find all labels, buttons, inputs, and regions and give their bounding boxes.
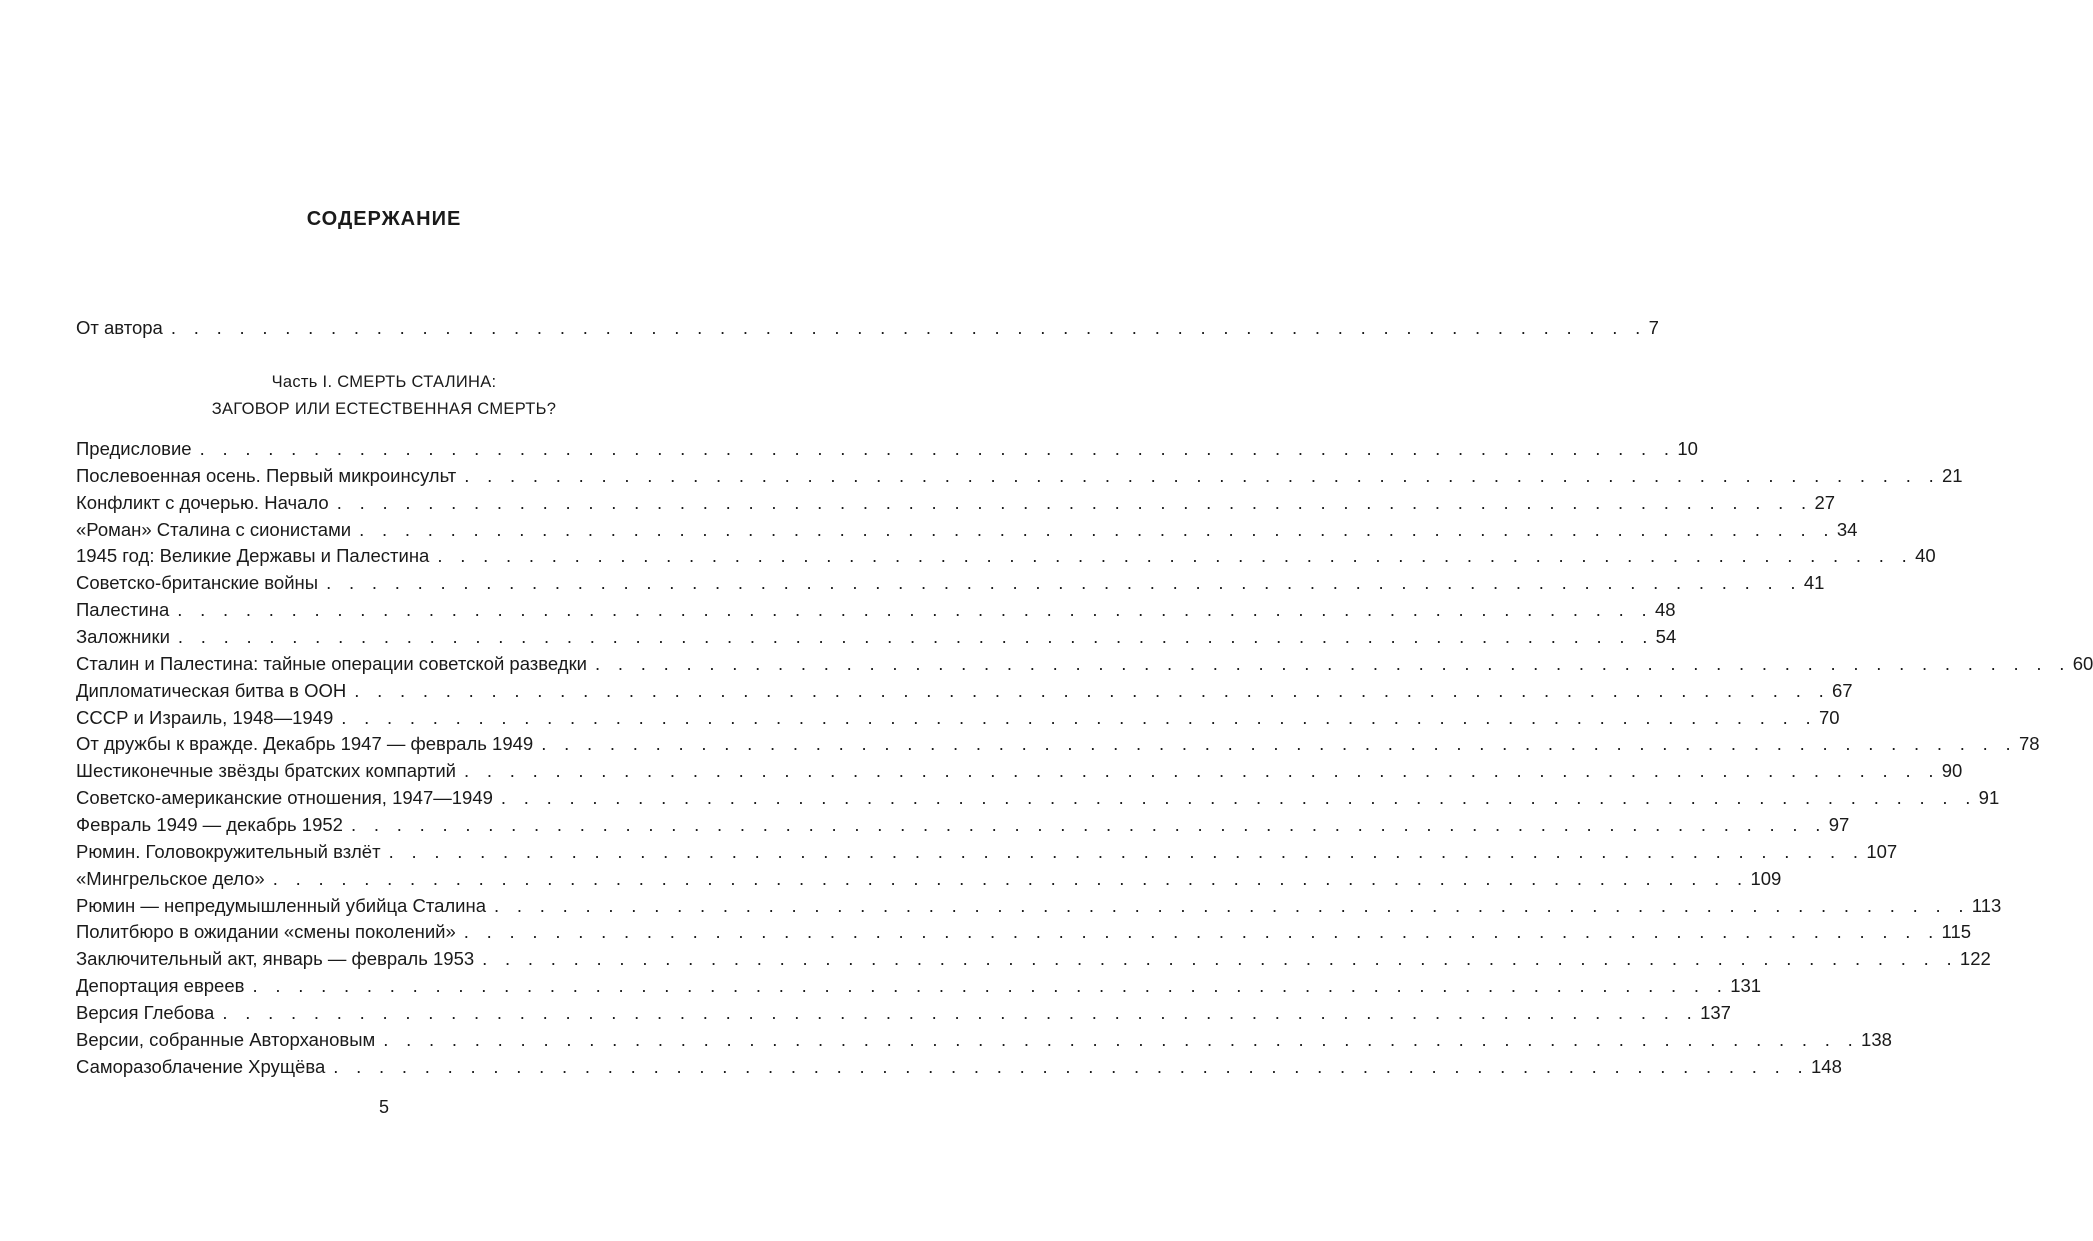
- toc-entry: [76, 730, 2040, 757]
- toc-leader-dots: . . . . . . . . . . . . . . . . . . . . . . . . . . . . . . . . . . . . . . . . . . . . . . . . . . . . . . . . . . . . . . . . .: [383, 1028, 1860, 1050]
- toc-leader-dots: . . . . . . . . . . . . . . . . . . . . . . . . . . . . . . . . . . . . . . . . . . . . . . . . . . . . . . . . . . . . . . . . .: [500, 787, 1977, 808]
- toc-entry: [76, 865, 1782, 892]
- toc-entry-page: 7: [1648, 317, 1659, 338]
- toc-leader-dots: . . . . . . . . . . . . . . . . . . . . . . . . . . . . . . . . . . . . . . . . . . . . . . . . . . . . . . . . . . . . . . . . .: [463, 921, 1940, 943]
- toc-entry-page: 41: [1803, 572, 1825, 594]
- part-heading-line-2: ЗАГОВОР ИЛИ ЕСТЕСТВЕННАЯ СМЕРТЬ?: [211, 400, 557, 418]
- toc-leader-dots: . . . . . . . . . . . . . . . . . . . . . . . . . . . . . . . . . . . . . . . . . . . . . . . . . . . . . . . . . . . . . . . . .: [272, 867, 1749, 889]
- toc-entry-page: 122: [1959, 948, 1991, 970]
- toc-leader-dots: . . . . . . . . . . . . . . . . . . . . . . . . . . . . . . . . . . . . . . . . . . . . . . . . . . . . . . . . . . . . . . . . .: [177, 626, 1654, 647]
- toc-entry-label: Рюмин — непредумышленный убийца Сталина: [76, 892, 494, 919]
- toc-leader-dots: . . . . . . . . . . . . . . . . . . . . . . . . . . . . . . . . . . . . . . . . . . . . . . . . . . . . . . . . . . . . . . . . .: [333, 1055, 1809, 1077]
- toc-entry-page: 40: [1915, 545, 1936, 567]
- toc-leader-dots: . . . . . . . . . . . . . . . . . . . . . . . . . . . . . . . . . . . . . . . . . . . . . . . . . . . . . . . . . . . . . . . . .: [341, 706, 1817, 728]
- part-heading-line-1: Часть I. СМЕРТЬ СТАЛИНА:: [271, 373, 497, 391]
- toc-entry-intro: [76, 314, 1659, 341]
- toc-entry: [76, 542, 1936, 569]
- toc-entry-label: От автора: [76, 314, 171, 341]
- toc-leader-dots: . . . . . . . . . . . . . . . . . . . . . . . . . . . . . . . . . . . . . . . . . . . . . . . . . . . . . . . . . . . . . . . . .: [359, 518, 1835, 540]
- toc-entry: [76, 650, 2093, 677]
- toc-entry: [76, 972, 1762, 999]
- toc-entry-page: 131: [1730, 975, 1762, 996]
- toc-leader-dots: . . . . . . . . . . . . . . . . . . . . . . . . . . . . . . . . . . . . . . . . . . . . . . . . . . . . . . . . . . . . . . . . .: [595, 652, 2071, 674]
- toc-entry-label: Дипломатическая битва в ООН: [76, 677, 354, 704]
- toc-entry-label: Советско-американские отношения, 1947—1949: [76, 784, 501, 811]
- toc-leader-dots: . . . . . . . . . . . . . . . . . . . . . . . . . . . . . . . . . . . . . . . . . . . . . . . . . . . . . . . . . . . . . . . . .: [541, 733, 2017, 755]
- toc-entry-label: Политбюро в ожидании «смены поколений»: [76, 918, 464, 945]
- toc-entry-page: 90: [1941, 760, 1963, 782]
- toc-leader-dots: . . . . . . . . . . . . . . . . . . . . . . . . . . . . . . . . . . . . . . . . . . . . . . . . . . . . . . . . . . . . . . . . .: [482, 948, 1958, 970]
- toc-entry-page: 137: [1700, 1001, 1731, 1023]
- toc-entry-page: 10: [1677, 438, 1698, 459]
- toc-entry-page: 97: [1828, 813, 1850, 835]
- toc-entry-label: Саморазоблачение Хрущёва: [76, 1053, 333, 1080]
- toc-entry-page: 60: [2072, 652, 2093, 674]
- toc-leader-dots: . . . . . . . . . . . . . . . . . . . . . . . . . . . . . . . . . . . . . . . . . . . . . . . . . . . . . . . . . . . . . . . . .: [222, 1001, 1699, 1023]
- toc-entry-label: Шестиконечные звёзды братских компартий: [76, 757, 464, 784]
- toc-entry: [76, 704, 1840, 731]
- toc-leader-dots: . . . . . . . . . . . . . . . . . . . . . . . . . . . . . . . . . . . . . . . . . . . . . . . . . . . . . . . . . . . . . . . . .: [350, 813, 1827, 835]
- toc-entry-label: От дружбы к вражде. Декабрь 1947 — февраль 1949: [76, 730, 541, 757]
- toc-entry-label: Палестина: [76, 596, 177, 623]
- toc-entry-page: 54: [1655, 626, 1677, 647]
- page-title: СОДЕРЖАНИЕ: [306, 208, 462, 230]
- toc-entry-page: 115: [1941, 921, 1972, 943]
- toc-entry: [76, 945, 1991, 972]
- toc-entry: [76, 677, 1853, 704]
- toc-entry: [76, 1053, 1842, 1080]
- toc-entry: [76, 569, 1825, 596]
- toc-entry: [76, 1026, 1892, 1053]
- toc-entry-label: Послевоенная осень. Первый микроинсульт: [76, 462, 464, 489]
- toc-entry: [76, 999, 1731, 1026]
- toc-entry-label: Предисловие: [76, 435, 200, 462]
- toc-entry-label: Сталин и Палестина: тайные операции советской разведки: [76, 650, 595, 677]
- toc-entry-page: 27: [1814, 491, 1836, 513]
- toc-entry-page: 109: [1750, 867, 1782, 889]
- toc-leader-dots: . . . . . . . . . . . . . . . . . . . . . . . . . . . . . . . . . . . . . . . . . . . . . . . . . . . . . . . . . . . . . . . . .: [494, 894, 1970, 916]
- toc-entry-page: 148: [1811, 1055, 1842, 1077]
- toc-entry-page: 78: [2018, 733, 2040, 755]
- toc-entry-page: 91: [1978, 787, 2000, 808]
- toc-entry: [76, 811, 1850, 838]
- toc-entry-page: 21: [1942, 464, 1963, 486]
- toc-leader-dots: . . . . . . . . . . . . . . . . . . . . . . . . . . . . . . . . . . . . . . . . . . . . . . . . . . . . . . . . . . . . . . . . .: [464, 464, 1941, 486]
- toc-entry-page: 138: [1861, 1028, 1892, 1050]
- toc-leader-dots: . . . . . . . . . . . . . . . . . . . . . . . . . . . . . . . . . . . . . . . . . . . . . . . . . . . . . . . . . . . . . . . . .: [464, 760, 1940, 782]
- toc-leader-dots: . . . . . . . . . . . . . . . . . . . . . . . . . . . . . . . . . . . . . . . . . . . . . . . . . . . . . . . . . . . . . . . . .: [336, 491, 1813, 513]
- toc-entry-label: «Мингрельское дело»: [76, 865, 273, 892]
- toc-entry-label: Версия Глебова: [76, 999, 222, 1026]
- toc-entry: [76, 892, 2002, 919]
- toc-entry-label: Заложники: [76, 623, 178, 650]
- toc-entry: [76, 918, 1972, 945]
- toc-entry-label: Версии, собранные Авторхановым: [76, 1026, 383, 1053]
- toc-entry: [76, 757, 1963, 784]
- toc-entry-label: Депортация евреев: [76, 972, 252, 999]
- toc-entry-page: 107: [1866, 840, 1898, 862]
- toc-leader-dots: . . . . . . . . . . . . . . . . . . . . . . . . . . . . . . . . . . . . . . . . . . . . . . . . . . . . . . . . . . . . . . . . .: [252, 975, 1729, 996]
- toc-entry-page: 34: [1836, 518, 1858, 540]
- toc-entry-label: Февраль 1949 — декабрь 1952: [76, 811, 351, 838]
- toc-leader-dots: . . . . . . . . . . . . . . . . . . . . . . . . . . . . . . . . . . . . . . . . . . . . . . . . . . . . . . . . . . . . . . . . .: [199, 438, 1676, 459]
- toc-leader-dots: . . . . . . . . . . . . . . . . . . . . . . . . . . . . . . . . . . . . . . . . . . . . . . . . . . . . . . . . . . . . . . . . .: [326, 572, 1802, 594]
- toc-entry-label: Конфликт с дочерью. Начало: [76, 489, 337, 516]
- toc-leader-dots: . . . . . . . . . . . . . . . . . . . . . . . . . . . . . . . . . . . . . . . . . . . . . . . . . . . . . . . . . . . . . . . . .: [177, 599, 1653, 621]
- toc-entry: [76, 596, 1676, 623]
- toc-entry: [76, 435, 1698, 462]
- toc-entry-page: 48: [1654, 599, 1676, 621]
- toc-entry: [76, 516, 1858, 543]
- toc-leader-dots: . . . . . . . . . . . . . . . . . . . . . . . . . . . . . . . . . . . . . . . . . . . . . . . . . . . . . . . . . . . . . . . . .: [170, 317, 1647, 338]
- toc-leader-dots: . . . . . . . . . . . . . . . . . . . . . . . . . . . . . . . . . . . . . . . . . . . . . . . . . . . . . . . . . . . . . . . . .: [354, 679, 1831, 701]
- toc-leader-dots: . . . . . . . . . . . . . . . . . . . . . . . . . . . . . . . . . . . . . . . . . . . . . . . . . . . . . . . . . . . . . . . . .: [437, 545, 1914, 567]
- toc-entry-label: СССР и Израиль, 1948—1949: [76, 704, 341, 731]
- toc-entry: [76, 784, 2000, 811]
- toc-entry-label: 1945 год: Великие Державы и Палестина: [76, 542, 437, 569]
- toc-entry: [76, 623, 1677, 650]
- toc-entry: [76, 838, 1898, 865]
- toc-entry-label: Рюмин. Головокружительный взлёт: [76, 838, 389, 865]
- toc-entry-label: Советско-британские войны: [76, 569, 326, 596]
- page-number: 5: [378, 1097, 389, 1117]
- toc-entry-label: «Роман» Сталина с сионистами: [76, 516, 359, 543]
- toc-entry-label: Заключительный акт, январь — февраль 1953: [76, 945, 482, 972]
- toc-entry: [76, 462, 1963, 489]
- toc-leader-dots: . . . . . . . . . . . . . . . . . . . . . . . . . . . . . . . . . . . . . . . . . . . . . . . . . . . . . . . . . . . . . . . . .: [388, 840, 1865, 862]
- toc-entry-page: 113: [1971, 894, 2002, 916]
- toc-entry-page: 67: [1832, 679, 1853, 701]
- toc-entry-page: 70: [1819, 706, 1840, 728]
- toc-entry: [76, 489, 1836, 516]
